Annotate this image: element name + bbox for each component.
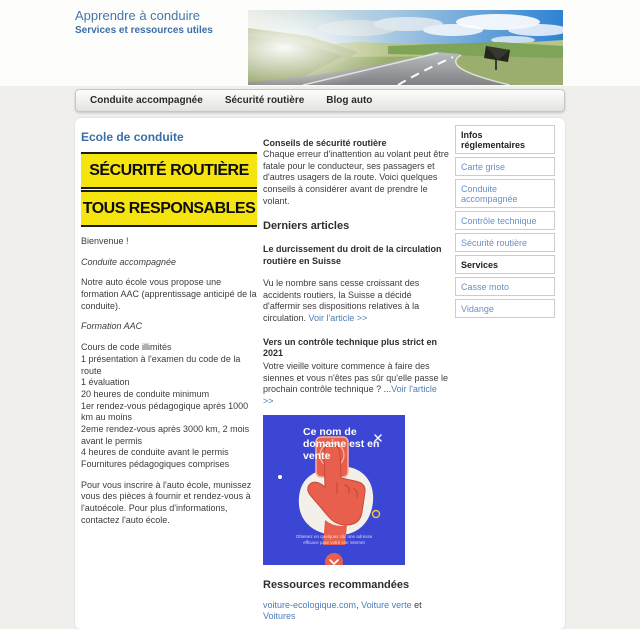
sidebar-header-infos-reglementaires: Infos réglementaires bbox=[455, 125, 555, 154]
course-item: 1 présentation à l'examen du code de la route bbox=[81, 353, 241, 376]
course-item: 4 heures de conduite avant le permis bbox=[81, 447, 229, 458]
section-text-aac: Notre auto école vous propose une formation AAC (apprentissage anticipé de la conduite). bbox=[81, 277, 257, 311]
header-road-photo bbox=[248, 10, 563, 85]
page-title: Ecole de conduite bbox=[81, 130, 184, 144]
nav-item-blog-auto[interactable]: Blog auto bbox=[326, 95, 373, 106]
nav-item-conduite-accompagnee[interactable]: Conduite accompagnée bbox=[90, 95, 203, 106]
news-column bbox=[263, 124, 449, 623]
sidebar-item-vidange[interactable]: Vidange bbox=[455, 299, 555, 318]
sidebar-item-carte-grise[interactable]: Carte grise bbox=[455, 157, 555, 176]
road-safety-banner-image bbox=[81, 152, 257, 227]
sidebar-item-conduite-accompagnee[interactable]: Conduite accompagnée bbox=[455, 179, 555, 208]
ad-subtext-line2: efficace pour votre site internet bbox=[303, 540, 365, 546]
tips-title: Conseils de sécurité routière bbox=[263, 138, 387, 148]
domain-sale-ad-banner[interactable] bbox=[263, 415, 405, 565]
link-voiture-ecologique[interactable]: voiture-ecologique.com bbox=[263, 599, 357, 610]
sidebar-item-casse-moto[interactable]: Casse moto bbox=[455, 277, 555, 296]
read-article-link-controle-technique[interactable]: Voir l'article >> bbox=[263, 384, 437, 406]
course-item: Fournitures pédagogiques comprises bbox=[81, 459, 230, 469]
read-article-link-suisse[interactable]: Voir l'article >> bbox=[308, 312, 368, 323]
course-list bbox=[81, 342, 257, 471]
article-excerpt-suisse bbox=[263, 278, 449, 325]
page-header bbox=[0, 0, 640, 86]
article-text: Vu le nombre sans cesse croissant des accidents routiers, la Suisse a décidé d'affermir ses dispositions relatives à la circulation. bbox=[263, 277, 420, 323]
sidebar-item-securite-routiere[interactable]: Sécurité routière bbox=[455, 233, 555, 252]
section-title-conduite-accompagnee: Conduite accompagnée bbox=[81, 256, 177, 267]
course-item: Cours de code illimités bbox=[81, 342, 172, 353]
main-nav bbox=[75, 89, 565, 112]
ad-subtext bbox=[263, 534, 405, 548]
course-item: 2eme rendez-vous après 3000 km, 2 mois avant le permis bbox=[81, 423, 250, 446]
latest-articles-heading: Derniers articles bbox=[263, 220, 350, 233]
sidebar bbox=[455, 124, 555, 623]
course-item: 1 évaluation bbox=[81, 377, 130, 388]
welcome-text: Bienvenue ! bbox=[81, 236, 129, 246]
course-item: 1er rendez-vous pédagogique après 1000 km au moins bbox=[81, 400, 249, 423]
resources-links bbox=[263, 600, 449, 623]
sidebar-item-controle-technique[interactable]: Contrôle technique bbox=[455, 211, 555, 230]
separator: et bbox=[411, 599, 422, 610]
link-voitures[interactable]: Voitures bbox=[263, 611, 296, 622]
site-subtitle: Services et ressources utiles bbox=[75, 25, 213, 36]
article-column bbox=[81, 124, 257, 623]
course-item: 20 heures de conduite minimum bbox=[81, 388, 210, 399]
enrollment-text: Pour vous inscrire à l'auto école, munissez vous des pièces à fournir et rendez-vous à l'autoécole. Pour plus d'informations, contactez l'auto école. bbox=[81, 479, 252, 525]
banner-line-2: TOUS RESPONSABLES bbox=[81, 190, 257, 227]
article-text: Votre vieille voiture commence à faire des siennes et vous n'êtes pas sûr qu'elle passe le prochain contrôle technique ? ... bbox=[263, 360, 449, 395]
article-title-suisse: Le durcissement du droit de la circulation routière en Suisse bbox=[263, 244, 442, 267]
site-title: Apprendre à conduire bbox=[75, 8, 201, 23]
article-excerpt-controle-technique bbox=[263, 361, 449, 408]
tips-text: Chaque erreur d'inattention au volant peut être fatale pour le conducteur, ses passagers et d'autres usagers de la route. Voici quelques conseils à considérer avant de prendre le volant. bbox=[263, 149, 449, 206]
ad-subtext-line1: Obtenez en quelques clic une adresse bbox=[295, 533, 373, 539]
resources-heading: Ressources recommandées bbox=[263, 578, 410, 591]
link-voiture-verte[interactable]: Voiture verte bbox=[361, 599, 412, 610]
section-title-formation-aac: Formation AAC bbox=[81, 321, 143, 332]
article-title-controle-technique: Vers un contrôle technique plus strict en 2021 bbox=[263, 336, 438, 359]
sidebar-header-services: Services bbox=[455, 255, 555, 274]
content-area bbox=[75, 118, 565, 629]
banner-line-1: SÉCURITÉ ROUTIÈRE bbox=[81, 152, 257, 189]
separator: , bbox=[356, 599, 362, 610]
nav-item-securite-routiere[interactable]: Sécurité routière bbox=[224, 95, 305, 106]
ad-headline: Ce nom de domaine est en vente bbox=[303, 425, 380, 462]
